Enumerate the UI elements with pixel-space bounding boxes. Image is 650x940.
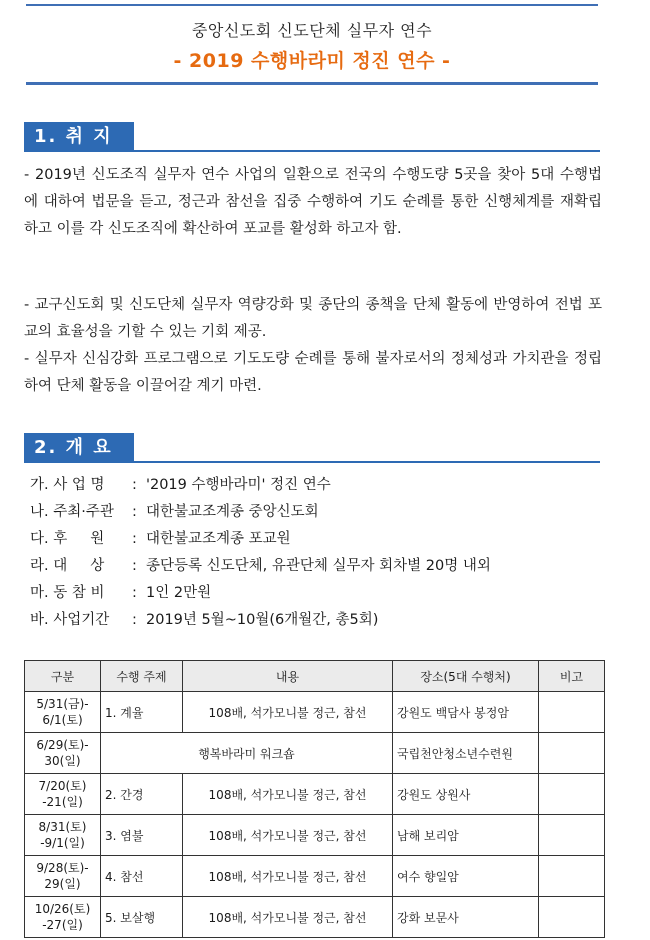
column-header: 장소(5대 수행처) xyxy=(393,661,539,692)
overview-item: 다. 후 원 : 대한불교조계종 포교원 xyxy=(30,526,491,553)
table-row xyxy=(25,856,605,897)
overview-key: 라. 대 상 xyxy=(30,558,105,574)
overview-list xyxy=(30,472,491,634)
date-cell: 7/20(토) -21(일) xyxy=(25,774,101,815)
note-cell xyxy=(539,856,605,897)
place-cell: 남해 보리암 xyxy=(393,815,539,856)
overview-value: 종단등록 신도단체, 유관단체 실무자 회차별 20명 내외 xyxy=(146,558,491,574)
document-title: - 2019 수행바라미 정진 연수 - xyxy=(173,50,451,72)
purpose-text-2: - 교구신도회 및 신도단체 실무자 역량강화 및 종단의 종책을 단체 활동에 반영하여 전법 포교의 효율성을 기할 수 있는 기회 제공. xyxy=(24,297,602,340)
content-cell: 108배, 석가모니불 정근, 참선 xyxy=(183,692,393,733)
note-cell xyxy=(539,897,605,938)
place-cell: 국립천안청소년수련원 xyxy=(393,733,539,774)
section-divider xyxy=(24,150,600,152)
table-header-row xyxy=(25,661,605,692)
overview-value: 대한불교조계종 포교원 xyxy=(146,531,291,547)
overview-value: 대한불교조계종 중앙신도회 xyxy=(146,504,319,520)
overview-item: 바. 사업기간 : 2019년 5월~10월(6개월간, 총5회) xyxy=(30,607,491,634)
content-cell: 108배, 석가모니불 정근, 참선 xyxy=(183,856,393,897)
note-cell xyxy=(539,692,605,733)
overview-item: 나. 주최·주관 : 대한불교조계종 중앙신도회 xyxy=(30,499,491,526)
place-cell: 강원도 상원사 xyxy=(393,774,539,815)
overview-item: 라. 대 상 : 종단등록 신도단체, 유관단체 실무자 회차별 20명 내외 xyxy=(30,553,491,580)
section-divider xyxy=(24,461,600,463)
note-cell xyxy=(539,815,605,856)
content-cell: 108배, 석가모니불 정근, 참선 xyxy=(183,815,393,856)
date-cell: 8/31(토) -9/1(일) xyxy=(25,815,101,856)
table-row xyxy=(25,774,605,815)
topic-cell: 4. 참선 xyxy=(101,856,183,897)
overview-item: 마. 동 참 비 : 1인 2만원 xyxy=(30,580,491,607)
overview-key: 나. 주최·주관 xyxy=(30,504,114,520)
document-header xyxy=(26,4,598,85)
topic-cell: 2. 간경 xyxy=(101,774,183,815)
overview-value: 1인 2만원 xyxy=(146,585,212,601)
overview-key: 다. 후 원 xyxy=(30,531,105,547)
place-cell: 여수 향일암 xyxy=(393,856,539,897)
date-cell: 5/31(금)- 6/1(토) xyxy=(25,692,101,733)
overview-key: 가. 사 업 명 xyxy=(30,477,105,493)
topic-cell: 3. 염불 xyxy=(101,815,183,856)
purpose-paragraph-2 xyxy=(24,292,602,400)
place-cell: 강원도 백담사 봉정암 xyxy=(393,692,539,733)
table-row xyxy=(25,815,605,856)
column-header: 구분 xyxy=(25,661,101,692)
note-cell xyxy=(539,733,605,774)
column-header: 수행 주제 xyxy=(101,661,183,692)
date-cell: 9/28(토)- 29(일) xyxy=(25,856,101,897)
purpose-paragraph-1 xyxy=(24,162,602,243)
date-cell: 6/29(토)- 30(일) xyxy=(25,733,101,774)
date-cell: 10/26(토) -27(일) xyxy=(25,897,101,938)
schedule-table xyxy=(24,660,605,938)
table-row xyxy=(25,692,605,733)
overview-key: 마. 동 참 비 xyxy=(30,585,105,601)
place-cell: 강화 보문사 xyxy=(393,897,539,938)
note-cell xyxy=(539,774,605,815)
overview-value: 2019년 5월~10월(6개월간, 총5회) xyxy=(146,612,379,628)
content-cell: 108배, 석가모니불 정근, 참선 xyxy=(183,774,393,815)
purpose-text-3: - 실무자 신심강화 프로그램으로 기도도량 순례를 통해 불자로서의 정체성과 가치관을 정립하여 단체 활동을 이끌어갈 계기 마련. xyxy=(24,351,602,394)
section-heading-purpose: 1. 취 지 xyxy=(24,122,134,152)
column-header: 비고 xyxy=(539,661,605,692)
overview-key: 바. 사업기간 xyxy=(30,612,110,628)
table-row xyxy=(25,897,605,938)
section-heading-overview: 2. 개 요 xyxy=(24,433,134,463)
document-subtitle: 중앙신도회 신도단체 실무자 연수 xyxy=(191,21,433,40)
table-row xyxy=(25,733,605,774)
overview-value: '2019 수행바라미' 정진 연수 xyxy=(146,477,331,493)
topic-cell: 5. 보살행 xyxy=(101,897,183,938)
overview-item: 가. 사 업 명 : '2019 수행바라미' 정진 연수 xyxy=(30,472,491,499)
workshop-cell: 행복바라미 워크숍 xyxy=(101,733,393,774)
content-cell: 108배, 석가모니불 정근, 참선 xyxy=(183,897,393,938)
topic-cell: 1. 계율 xyxy=(101,692,183,733)
column-header: 내용 xyxy=(183,661,393,692)
purpose-text-1: - 2019년 신도조직 실무자 연수 사업의 일환으로 전국의 수행도량 5곳을 찾아 5대 수행법에 대하여 법문을 듣고, 정근과 참선을 집중 수행하여 기도 순례를 통한 신행체계를 재확립하고 이를 각 신도조직에 확산하여 포교를 활성화 하고자 함. xyxy=(24,167,602,237)
